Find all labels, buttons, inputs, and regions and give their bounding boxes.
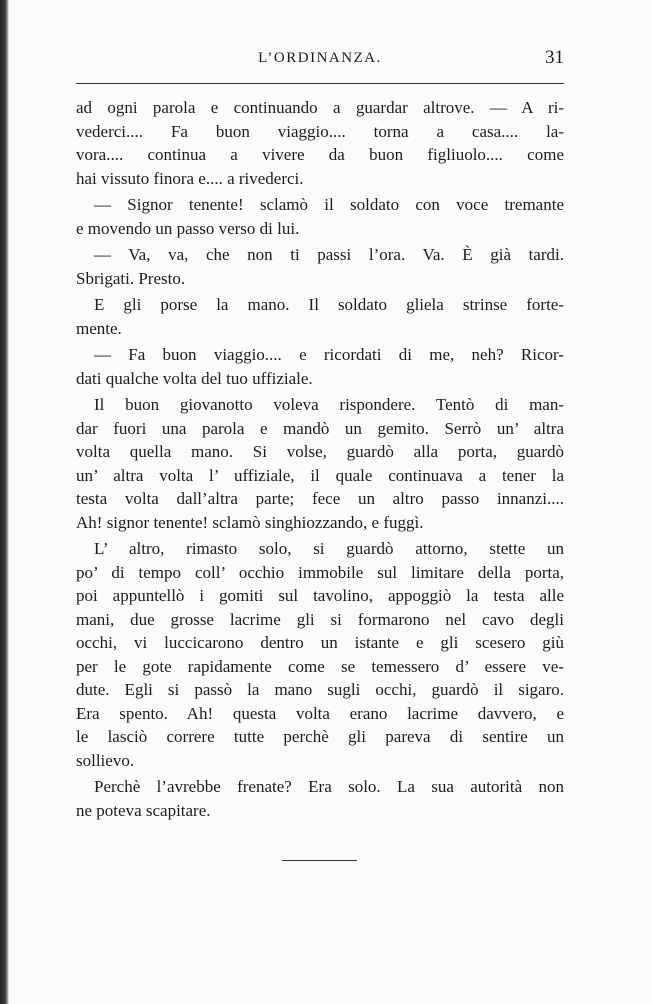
text-line: — Fa buon viaggio.... e ricordati di me, neh? Ricor- — [94, 345, 564, 364]
text-line: dati qualche volta del tuo uffiziale. — [76, 368, 313, 388]
paragraph — [76, 293, 564, 340]
text-line: le lasciò correre tutte perchè gli pareva di sentire un — [76, 727, 564, 746]
paragraph — [76, 343, 564, 390]
text-line: occhi, vi luccicarono dentro un istante e gli scesero giù — [76, 633, 564, 652]
paragraph — [76, 393, 564, 534]
text-line: L’ altro, rimasto solo, si guardò attorno, stette un — [94, 539, 564, 558]
text-line: per le gote rapidamente come se temessero d’ essere ve- — [76, 656, 564, 676]
text-line: poi appuntellò i gomiti sul tavolino, appoggiò la testa alle — [76, 586, 564, 605]
header-rule — [76, 83, 564, 84]
paragraph — [76, 96, 564, 190]
paragraph — [76, 537, 564, 772]
text-line: mani, due grosse lacrime gli si formarono nel cavo degli — [76, 609, 564, 629]
book-page — [76, 0, 564, 1004]
text-line: mente. — [76, 318, 122, 338]
running-title: L’ORDINANZA. — [258, 50, 382, 66]
text-line: E gli porse la mano. Il soldato gliela strinse forte- — [94, 295, 564, 314]
text-line: e movendo un passo verso di lui. — [76, 218, 300, 238]
book-spine-shadow — [0, 0, 9, 1004]
body-text — [76, 96, 564, 822]
text-line: dar fuori una parola e mandò un gemito. Serrò un’ altra — [76, 418, 564, 438]
text-line: — Va, va, che non ti passi l’ora. Va. È già tardi. — [94, 245, 564, 264]
text-line: dute. Egli si passò la mano sugli occhi, guardò il sigaro. — [76, 680, 564, 699]
paragraph — [76, 243, 564, 290]
text-line: testa volta dall’altra parte; fece un altro passo innanzi.... — [76, 489, 564, 508]
text-line: — Signor tenente! sclamò il soldato con voce tremante — [94, 195, 564, 214]
paragraph — [76, 193, 564, 240]
text-line: Perchè l’avrebbe frenate? Era solo. La sua autorità non — [94, 777, 564, 796]
text-line: hai vissuto finora e.... a rivederci. — [76, 168, 304, 188]
text-line: sollievo. — [76, 750, 135, 770]
text-line: po’ di tempo coll’ occhio immobile sul limitare della porta, — [76, 562, 564, 582]
text-line: vora.... continua a vivere da buon figliuolo.... come — [76, 145, 564, 164]
text-line: vederci.... Fa buon viaggio.... torna a casa.... la- — [76, 121, 564, 141]
text-line: Era spento. Ah! questa volta erano lacrime davvero, e — [76, 703, 564, 723]
text-line: ad ogni parola e continuando a guardar altrove. — A ri- — [76, 98, 564, 117]
paragraph — [76, 775, 564, 822]
text-line: un’ altra volta l’ uffiziale, il quale continuava a tener la — [76, 465, 564, 485]
running-header — [76, 47, 564, 74]
text-line: Sbrigati. Presto. — [76, 268, 186, 288]
text-line: volta quella mano. Si volse, guardò alla porta, guardò — [76, 442, 564, 461]
page-number: 31 — [545, 47, 564, 68]
text-line: Ah! signor tenente! sclamò singhiozzando, e fuggì. — [76, 512, 424, 532]
text-line: Il buon giovanotto voleva rispondere. Tentò di man- — [94, 395, 564, 414]
text-line: ne poteva scapitare. — [76, 800, 211, 820]
end-rule — [282, 860, 357, 861]
